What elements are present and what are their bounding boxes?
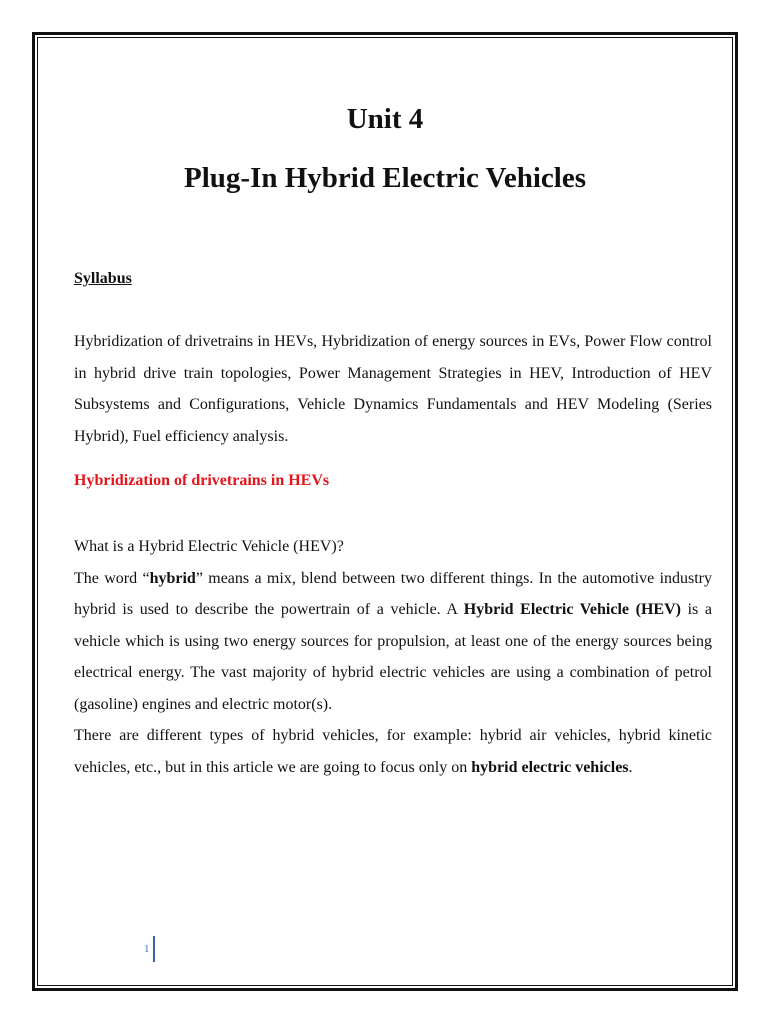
text-run: The word “ <box>74 569 150 587</box>
emphasis-hev: Hybrid Electric Vehicle (HEV) <box>463 601 681 618</box>
syllabus-text: Hybridization of drivetrains in HEVs, Hybridization of energy sources in EVs, Power Flow control in hybrid drive train topologies, Power Management Strategies in HEV, Introduction of HEV Subsystems and Configurations, Vehicle Dynamics Fundamentals and HEV Modeling (Series Hybrid), Fuel efficiency analysis. <box>74 333 712 445</box>
emphasis-hybrid: hybrid <box>149 569 196 587</box>
paragraph-hybrid-types <box>74 720 712 783</box>
paragraph-hybrid-definition <box>74 563 712 721</box>
document-title: Plug-In Hybrid Electric Vehicles <box>184 162 586 194</box>
section-heading: Hybridization of drivetrains in HEVs <box>74 472 330 489</box>
text-run: ” means a mix, blend between two different things. In the automotive industry hybrid is used to describe the powertrain of a vehicle. A <box>74 569 713 618</box>
page-number: 1 <box>144 943 150 955</box>
section-body <box>74 531 712 783</box>
emphasis-hybrid-electric-vehicles: hybrid electric vehicles <box>471 758 629 776</box>
page-number-bar <box>153 936 155 962</box>
text-run: . <box>628 758 633 776</box>
syllabus-heading: Syllabus <box>74 270 132 287</box>
text-run: is a vehicle which is using two energy sources for propulsion, at least one of the energy sources being electrical energy. The vast majority of hybrid electric vehicles are using a combination of petrol (gasoline) engines and electric motor(s). <box>74 601 712 713</box>
question-text: What is a Hybrid Electric Vehicle (HEV)? <box>74 538 344 555</box>
unit-title: Unit 4 <box>346 103 424 135</box>
text-run: There are different types of hybrid vehicles, for example: hybrid air vehicles, hybrid kinetic vehicles, etc., but in this article we are going to focus only on <box>74 727 712 776</box>
